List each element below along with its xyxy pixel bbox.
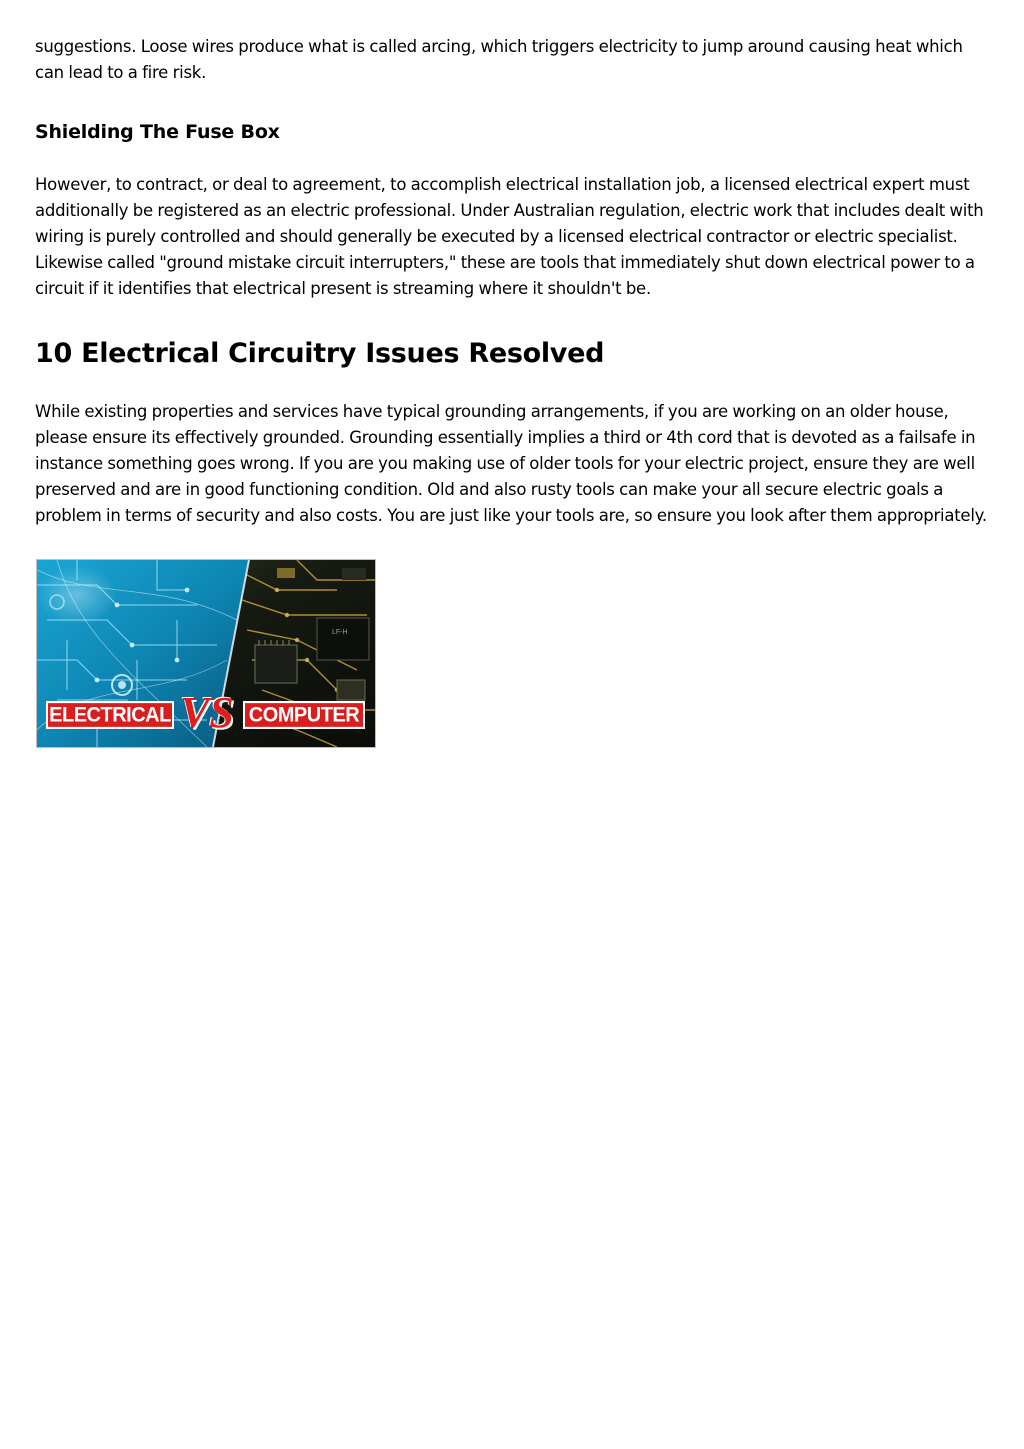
electrical-vs-computer-image xyxy=(36,559,376,748)
section-heading-shielding: Shielding The Fuse Box xyxy=(35,121,280,143)
computer-label: COMPUTER xyxy=(243,701,365,729)
intro-paragraph: suggestions. Loose wires produce what is called arcing, which triggers electricity to jump around causing heat which can lead to a fire risk. xyxy=(35,37,963,82)
chip-marking: LF-H xyxy=(332,629,348,636)
article-body xyxy=(35,34,995,748)
versus-mark: VS xyxy=(180,688,234,737)
electrical-label: ELECTRICAL xyxy=(46,701,174,729)
section-paragraph-circuitry: While existing properties and services have typical grounding arrangements, if you are working on an older house, please ensure its effectively grounded. Grounding essentially implies a third or 4th cord that is devoted as a failsafe in instance something goes wrong. If you are you making use of older tools for your electric project, ensure they are well preserved and are in good functioning condition. Old and also rusty tools can make your all secure electric goals a problem in terms of security and also costs. You are just like your tools are, so ensure you look after them appropriately. xyxy=(35,402,987,525)
section-paragraph-shielding: However, to contract, or deal to agreement, to accomplish electrical installation job, a licensed electrical expert must additionally be registered as an electric professional. Under Australian regulation, electric work that includes dealt with wiring is purely controlled and should generally be executed by a licensed electrical contractor or electric specialist. Likewise called "ground mistake circuit interrupters," these are tools that immediately shut down electrical power to a circuit if it identifies that electrical present is streaming where it shouldn't be. xyxy=(35,175,984,298)
section-heading-circuitry: 10 Electrical Circuitry Issues Resolved xyxy=(35,338,605,369)
